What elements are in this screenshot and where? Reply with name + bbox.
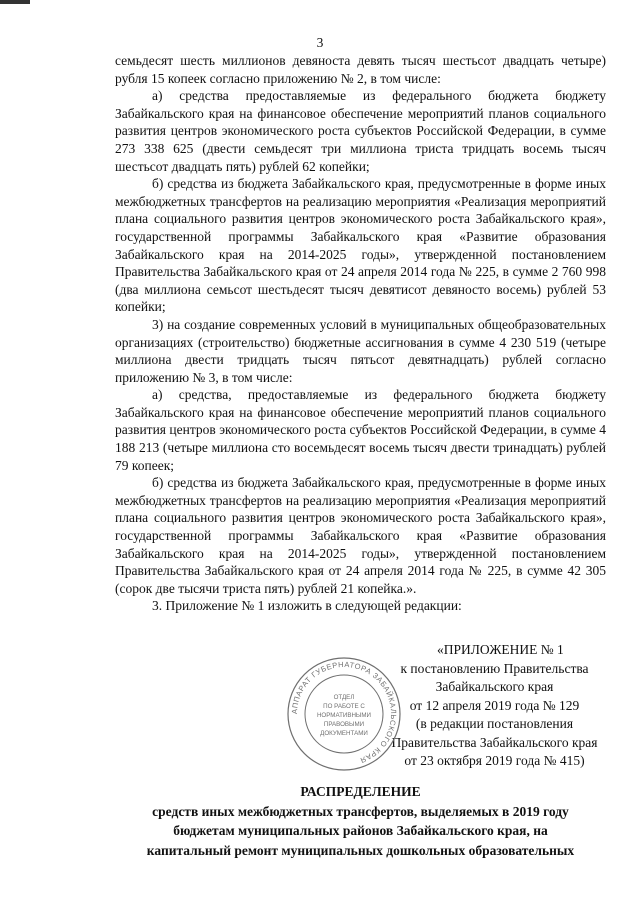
- approval-line: Правительства Забайкальского края: [391, 734, 598, 750]
- paragraph-point-3: 3. Приложение № 1 изложить в следующей редакции:: [152, 598, 462, 614]
- distribution-heading: [110, 782, 611, 860]
- approval-line: к постановлению Правительства: [400, 660, 589, 676]
- approval-block: [377, 641, 612, 771]
- heading-line: капитальный ремонт муниципальных дошкольных образовательных: [146, 842, 575, 858]
- paragraph-2b: б) средства из бюджета Забайкальского края, предусмотренные в форме иных межбюджетных трансфертов на реализацию мероприятия «Реализация мероприятий плана социального развития центров экономического роста Забайкальского края», государственной программы Забайкальского края «Развитие образования Забайкальского края на 2014-2025 годы», утвержденной постановлением Правительства Забайкальского края от 24 апреля 2014 года № 225, в сумме 2 760 998 (два миллиона семьсот шестьдесят тысяч девятисот девяносто восемь) рублей 53 копейки;: [115, 176, 606, 315]
- scan-edge-mark: [0, 0, 30, 4]
- page-number: 3: [316, 35, 324, 50]
- stamp-text: ДОКУМЕНТАМИ: [320, 730, 368, 737]
- paragraph-3a: а) средства, предоставляемые из федерального бюджета бюджету Забайкальского края на финансовое обеспечение мероприятий планов социального развития центров экономического роста субъектов Российской Федерации, в сумме 4 188 213 (четыре миллиона сто восемьдесят восемь тысяч двести тринадцать) рублей 79 копеек;: [115, 387, 606, 473]
- paragraph-3b: б) средства из бюджета Забайкальского края, предусмотренные в форме иных межбюджетных трансфертов на реализацию мероприятия «Реализация мероприятий плана социального развития центров экономического роста Забайкальского края», государственной программы Забайкальского края «Развитие образования Забайкальского края на 2014-2025 годы», утвержденной постановлением Правительства Забайкальского края от 24 апреля 2014 года № 225, в сумме 42 305 (сорок две тысячи триста пять) рублей 21 копейка.».: [115, 475, 606, 596]
- paragraph-continuation: семьдесят шесть миллионов девяноста девять тысяч шестьсот двадцать четыре) рубля 15 копеек согласно приложению № 2, в том числе:: [115, 53, 606, 86]
- approval-line: Забайкальского края: [435, 679, 554, 694]
- official-stamp: [285, 655, 403, 773]
- stamp-text: ПРАВОВЫМИ: [323, 721, 365, 728]
- approval-line: (в редакции постановления: [415, 716, 574, 731]
- paragraph-item-3: 3) на создание современных условий в муниципальных общеобразовательных организациях (строительство) бюджетные ассигнования в сумме 4 230 519 (четыре миллиона двести тридцать тысяч пятьсот девятнадцать) рублей согласно приложению № 3, в том числе:: [115, 316, 606, 385]
- body-text: [115, 52, 606, 615]
- stamp-text: НОРМАТИВНЫМИ: [316, 712, 372, 719]
- approval-line: от 23 октября 2019 года № 415): [404, 753, 585, 768]
- paragraph-2a: а) средства предоставляемые из федерального бюджета бюджету Забайкальского края на финансовое обеспечение мероприятий планов социального развития центров экономического роста субъектов Российской Федерации, в сумме 273 338 625 (двести семьдесят три миллиона триста тридцать восемь тысяч шестьсот двадцать пять) рублей 62 копейки;: [115, 88, 606, 174]
- stamp-text: ОТДЕЛ: [333, 694, 355, 701]
- stamp-text: ПО РАБОТЕ С: [323, 703, 365, 710]
- appendix-label: «ПРИЛОЖЕНИЕ № 1: [437, 642, 564, 657]
- heading-line: бюджетам муниципальных районов Забайкальского края, на: [173, 823, 548, 838]
- approval-line: от 12 апреля 2019 года № 129: [409, 697, 580, 713]
- heading-title: РАСПРЕДЕЛЕНИЕ: [300, 784, 421, 799]
- stamp-ring-text: АППАРАТ ГУБЕРНАТОРА ЗАБАЙКАЛЬСКОГО КРАЯ: [289, 659, 399, 765]
- heading-line: средств иных межбюджетных трансфертов, выделяемых в 2019 году: [152, 803, 569, 819]
